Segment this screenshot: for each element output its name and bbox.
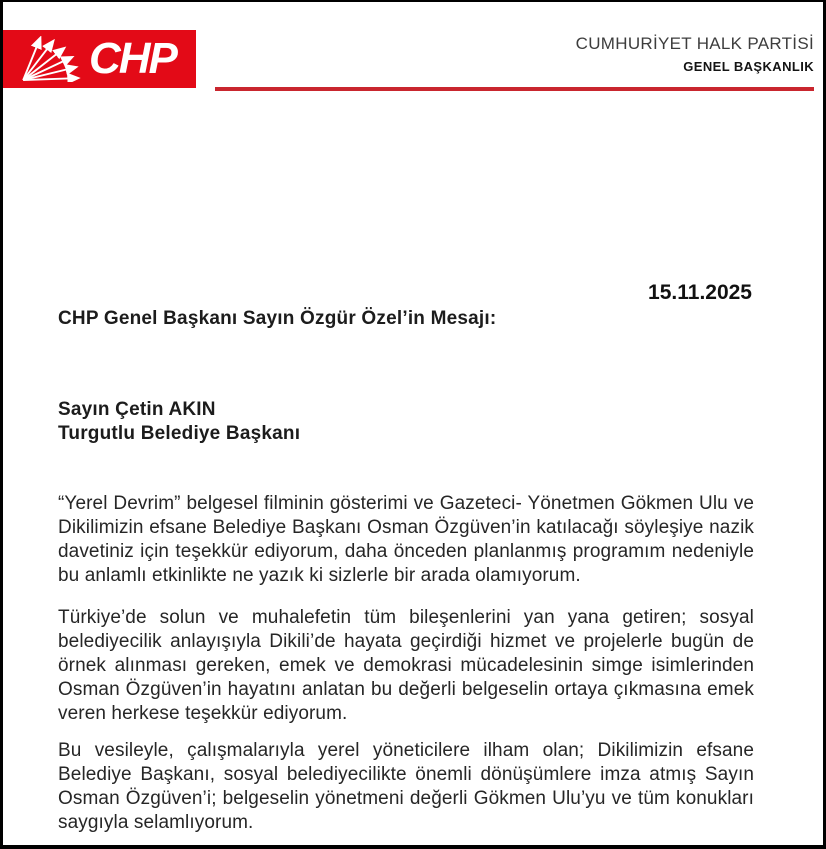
letter-paragraph-3: Bu vesileyle, çalışmalarıyla yerel yöneticilere ilham olan; Dikilimizin efsane Belediye Başkanı, sosyal belediyecilikte önemli dönüşümlere imza atmış Sayın Osman Özgüven’i; belgeselin yönetmeni değerli Gökmen Ulu’yu ve tüm konukları saygıyla selamlıyorum.: [58, 740, 754, 833]
six-arrows-icon: [15, 36, 87, 82]
recipient-block: [58, 398, 754, 446]
header-divider: [215, 87, 814, 91]
org-name: CUMHURİYET HALK PARTİSİ: [575, 34, 814, 53]
letter-paragraph-2: Türkiye’de solun ve muhalefetin tüm bileşenlerini yan yana getiren; sosyal belediyecilik anlayışıyla Dikili’de hayata geçirdiği hizmet ve projelerle bugün de örnek alınması gereken, emek ve demokrasi mücadelesinin simge isimlerinden Osman Özgüven’in hayatını anlatan bu değerli belgeselin ortaya çıkmasına emek veren herkese teşekkür ediyorum.: [58, 607, 754, 724]
letter-subject: CHP Genel Başkanı Sayın Özgür Özel’in Mesajı:: [58, 308, 497, 329]
letterhead-org-block: [576, 34, 814, 74]
chp-logo-text: CHP: [89, 34, 176, 83]
chp-logo: [3, 30, 196, 88]
letter-date: 15.11.2025: [648, 281, 752, 304]
recipient-name: Sayın Çetin AKIN: [58, 399, 216, 420]
letter-paragraph-1: “Yerel Devrim” belgesel filminin gösterimi ve Gazeteci- Yönetmen Gökmen Ulu ve Dikilimizin efsane Belediye Başkanı Osman Özgüven’in katılacağı söyleşiye nazik davetiniz için teşekkür ediyorum, daha önceden planlanmış programım nedeniyle bu anlamlı etkinlikte ne yazık ki sizlerle bir arada olamıyorum.: [58, 493, 754, 586]
recipient-title: Turgutlu Belediye Başkanı: [58, 423, 301, 444]
org-department: GENEL BAŞKANLIK: [683, 59, 814, 75]
